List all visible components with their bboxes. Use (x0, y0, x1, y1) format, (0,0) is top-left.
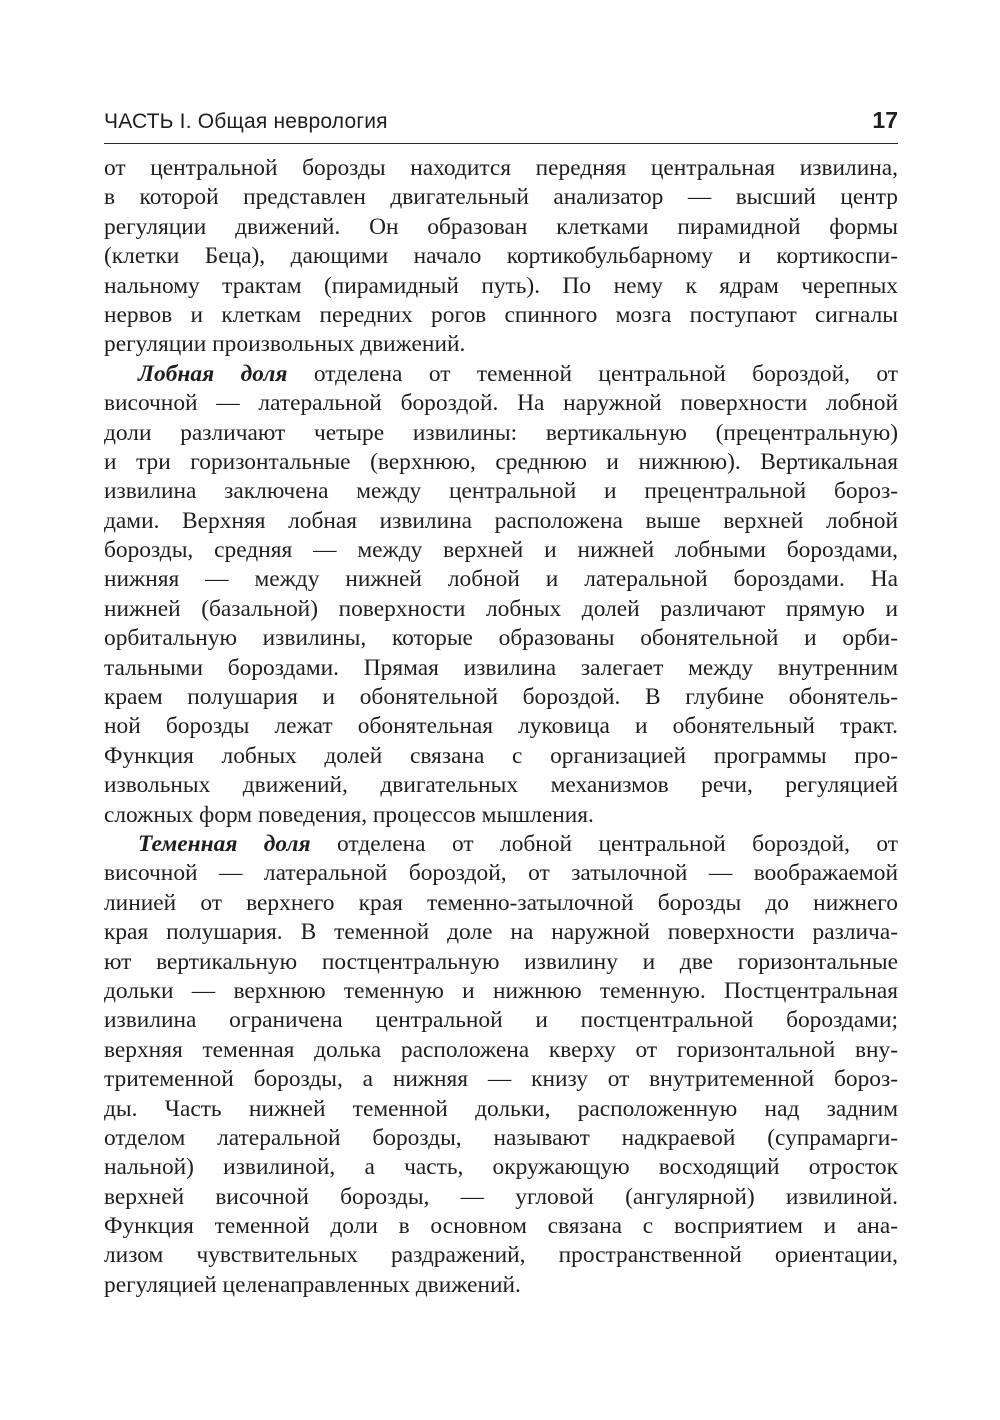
text-line: верхняя теменная долька расположена кверху от горизонтальной вну- (104, 1036, 898, 1063)
text-line: сложных форм поведения, процессов мышления. (104, 801, 594, 828)
text-line: нальному трактам (пирамидный путь). По нему к ядрам черепных (104, 272, 898, 299)
text-line: регуляции произвольных движений. (104, 331, 466, 358)
paragraph-first-line (104, 360, 898, 389)
text-line: линией от верхнего края теменно-затылочной борозды до нижнего (104, 889, 898, 916)
term-frontal-lobe: Лобная доля (138, 360, 288, 387)
chapter-title: ЧАСТЬ I. Общая неврология (104, 110, 388, 133)
text-line: отделом латеральной борозды, называют надкраевой (супрамарги- (104, 1124, 898, 1151)
running-header (104, 104, 898, 144)
text-line: лизом чувствительных раздражений, пространственной ориентации, (104, 1242, 898, 1269)
text-line: ют вертикальную постцентральную извилину и две горизонтальные (104, 948, 898, 975)
text-line: дольки — верхнюю теменную и нижнюю теменную. Постцентральная (104, 977, 898, 1004)
paragraph-first-line (104, 830, 898, 859)
text-line: борозды, средняя — между верхней и нижней лобными бороздами, (104, 537, 898, 564)
text-line: доли различают четыре извилины: вертикальную (прецентральную) (104, 419, 898, 446)
text-line: в которой представлен двигательный анализатор — высший центр (104, 184, 898, 211)
text-line: извилина заключена между центральной и прецентральной бороз- (104, 478, 898, 505)
text-line: височной — латеральной бороздой. На наружной поверхности лобной (104, 390, 898, 417)
text-line: нижняя — между нижней лобной и латеральной бороздами. На (104, 566, 898, 593)
text-line: дами. Верхняя лобная извилина расположена выше верхней лобной (104, 507, 898, 534)
page-number: 17 (872, 107, 898, 133)
text-line: Функция лобных долей связана с организацией программы про- (104, 742, 898, 769)
body-text (104, 154, 898, 1300)
term-parietal-lobe: Теменная доля (138, 830, 311, 857)
text-line: (клетки Беца), дающими начало кортикобульбарному и кортикоспи- (104, 243, 898, 270)
text-line: края полушария. В теменной доле на наружной поверхности различа- (104, 919, 898, 946)
first-line-rest: отделена от теменной центральной бороздой, от (287, 360, 898, 387)
text-line: ды. Часть нижней теменной дольки, расположенную над задним (104, 1095, 898, 1122)
text-line: Функция теменной доли в основном связана с восприятием и ана- (104, 1213, 898, 1240)
text-line: нижней (базальной) поверхности лобных долей различают прямую и (104, 595, 898, 622)
text-line: тритеменной борозды, а нижняя — книзу от внутритеменной бороз- (104, 1066, 898, 1093)
text-line: верхней височной борозды, — угловой (ангулярной) извилиной. (104, 1183, 898, 1210)
text-line: регуляцией целенаправленных движений. (104, 1271, 521, 1298)
text-line: височной — латеральной бороздой, от затылочной — воображаемой (104, 860, 898, 887)
text-line: извольных движений, двигательных механизмов речи, регуляцией (104, 772, 898, 799)
text-line: регуляции движений. Он образован клетками пирамидной формы (104, 213, 898, 240)
text-line: тальными бороздами. Прямая извилина залегает между внутренним (104, 654, 898, 681)
text-line: орбитальную извилины, которые образованы обонятельной и орби- (104, 625, 898, 652)
text-line: нальной) извилиной, а часть, окружающую восходящий отросток (104, 1154, 898, 1181)
text-line: и три горизонтальные (верхнюю, среднюю и нижнюю). Вертикальная (104, 448, 898, 475)
first-line-rest: отделена от лобной центральной бороздой, от (310, 830, 898, 857)
text-line: от центральной борозды находится передняя центральная извилина, (104, 155, 898, 181)
text-line: краем полушария и обонятельной бороздой. В глубине обонятель- (104, 684, 898, 711)
text-line: ной борозды лежат обонятельная луковица и обонятельный тракт. (104, 713, 898, 740)
text-line: извилина ограничена центральной и постцентральной бороздами; (104, 1007, 898, 1034)
text-line: нервов и клеткам передних рогов спинного мозга поступают сигналы (104, 301, 898, 328)
